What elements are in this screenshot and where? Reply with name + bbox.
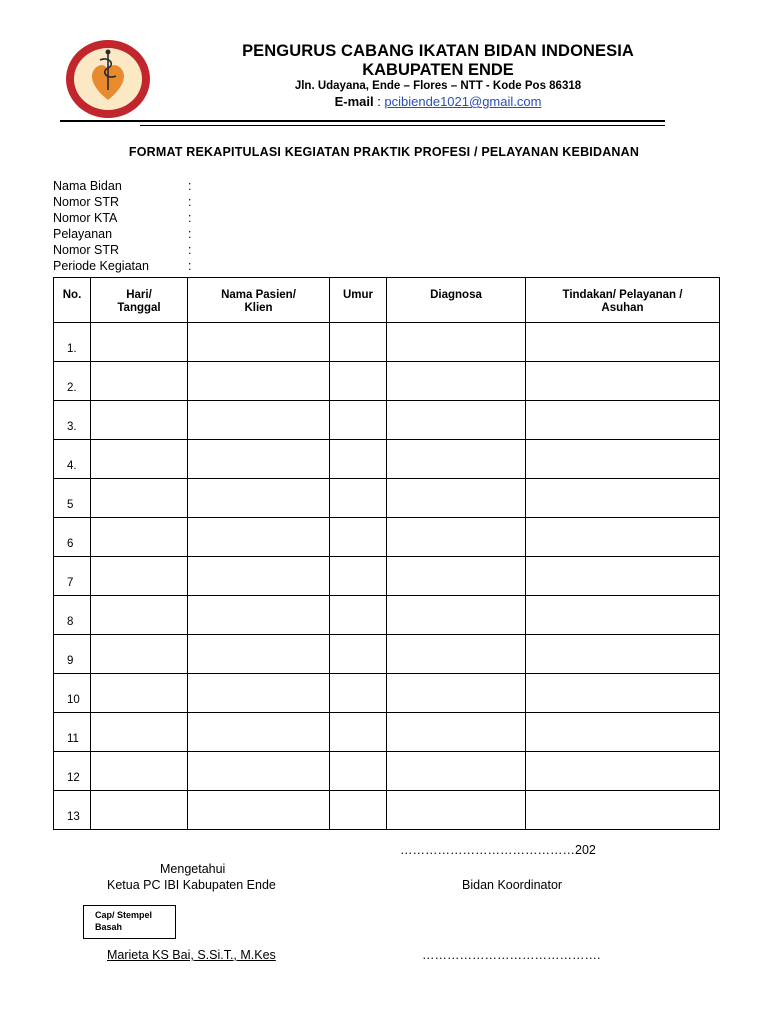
field-nomor-str-2	[53, 243, 191, 259]
stamp-line-1: Cap/ Stempel	[95, 910, 153, 920]
cell-hari-tanggal[interactable]	[91, 440, 188, 479]
header-hari-tanggal: Hari/ Tanggal	[91, 278, 188, 323]
cell-hari-tanggal[interactable]	[91, 401, 188, 440]
organization-email	[168, 94, 708, 109]
table-row	[54, 752, 720, 791]
table-row	[54, 362, 720, 401]
cell-diagnosa[interactable]	[387, 674, 526, 713]
table-row	[54, 518, 720, 557]
organization-region: KABUPATEN ENDE	[362, 61, 514, 79]
row-number: 3.	[54, 401, 91, 440]
cell-tindakan[interactable]	[526, 635, 720, 674]
table-row	[54, 401, 720, 440]
cell-nama-pasien[interactable]	[188, 752, 330, 791]
cell-nama-pasien[interactable]	[188, 401, 330, 440]
field-nomor-kta	[53, 211, 191, 227]
cell-hari-tanggal[interactable]	[91, 713, 188, 752]
cell-diagnosa[interactable]	[387, 518, 526, 557]
field-pelayanan	[53, 227, 191, 243]
organization-address: Jln. Udayana, Ende – Flores – NTT - Kode Pos 86318	[294, 80, 582, 92]
row-number: 1.	[54, 323, 91, 362]
field-label: Nomor KTA	[53, 211, 118, 225]
row-number: 4.	[54, 440, 91, 479]
field-label: Pelayanan	[53, 227, 113, 241]
header-umur: Umur	[330, 278, 387, 323]
cell-tindakan[interactable]	[526, 401, 720, 440]
cell-tindakan[interactable]	[526, 713, 720, 752]
cell-tindakan[interactable]	[526, 362, 720, 401]
table-row	[54, 479, 720, 518]
row-number: 5	[54, 479, 91, 518]
cell-tindakan[interactable]	[526, 323, 720, 362]
cell-tindakan[interactable]	[526, 440, 720, 479]
cell-nama-pasien[interactable]	[188, 596, 330, 635]
field-label: Nomor STR	[53, 195, 119, 209]
field-label: Nama Bidan	[53, 179, 122, 193]
coordinator-title: Bidan Koordinator	[462, 878, 563, 892]
field-separator: :	[188, 259, 192, 273]
field-separator: :	[188, 211, 192, 225]
row-number: 8	[54, 596, 91, 635]
cell-nama-pasien[interactable]	[188, 791, 330, 830]
cell-tindakan[interactable]	[526, 557, 720, 596]
field-label: Nomor STR	[53, 243, 119, 257]
cell-umur[interactable]	[330, 323, 387, 362]
row-number: 12	[54, 752, 91, 791]
header-diagnosa: Diagnosa	[387, 278, 526, 323]
chair-title: Ketua PC IBI Kabupaten Ende	[107, 878, 276, 892]
header-no: No.	[54, 278, 91, 323]
cell-hari-tanggal[interactable]	[91, 362, 188, 401]
letterhead-rule-thick	[60, 120, 665, 122]
signature-date-line: ……………………………………202	[400, 843, 596, 857]
cell-diagnosa[interactable]	[387, 440, 526, 479]
table-header-row	[54, 278, 720, 323]
table-row	[54, 440, 720, 479]
table-row	[54, 557, 720, 596]
cell-umur[interactable]	[330, 713, 387, 752]
cell-diagnosa[interactable]	[387, 401, 526, 440]
cell-diagnosa[interactable]	[387, 752, 526, 791]
cell-hari-tanggal[interactable]	[91, 752, 188, 791]
cell-umur[interactable]	[330, 440, 387, 479]
cell-nama-pasien[interactable]	[188, 362, 330, 401]
cell-umur[interactable]	[330, 479, 387, 518]
cell-diagnosa[interactable]	[387, 362, 526, 401]
field-separator: :	[188, 195, 192, 209]
cell-nama-pasien[interactable]	[188, 713, 330, 752]
cell-umur[interactable]	[330, 362, 387, 401]
table-row	[54, 791, 720, 830]
email-link[interactable]: pcibiende1021@gmail.com	[384, 94, 542, 109]
cell-nama-pasien[interactable]	[188, 479, 330, 518]
cell-nama-pasien[interactable]	[188, 323, 330, 362]
cell-hari-tanggal[interactable]	[91, 557, 188, 596]
chair-name: Marieta KS Bai, S.Si.T., M.Kes	[107, 948, 276, 962]
row-number: 7	[54, 557, 91, 596]
row-number: 2.	[54, 362, 91, 401]
row-number: 10	[54, 674, 91, 713]
known-label: Mengetahui	[160, 862, 226, 876]
cell-nama-pasien[interactable]	[188, 440, 330, 479]
organization-logo	[64, 38, 152, 120]
cell-tindakan[interactable]	[526, 596, 720, 635]
cell-tindakan[interactable]	[526, 791, 720, 830]
cell-hari-tanggal[interactable]	[91, 674, 188, 713]
cell-hari-tanggal[interactable]	[91, 518, 188, 557]
cell-hari-tanggal[interactable]	[91, 596, 188, 635]
cell-umur[interactable]	[330, 752, 387, 791]
field-nomor-str	[53, 195, 191, 211]
cell-diagnosa[interactable]	[387, 557, 526, 596]
cell-nama-pasien[interactable]	[188, 518, 330, 557]
cell-diagnosa[interactable]	[387, 713, 526, 752]
cell-umur[interactable]	[330, 791, 387, 830]
cell-tindakan[interactable]	[526, 752, 720, 791]
letterhead-rule-thin	[140, 125, 665, 126]
row-number: 13	[54, 791, 91, 830]
field-nama-bidan	[53, 179, 191, 195]
field-periode-kegiatan	[53, 259, 191, 275]
cell-tindakan[interactable]	[526, 479, 720, 518]
row-number: 6	[54, 518, 91, 557]
cell-umur[interactable]	[330, 596, 387, 635]
header-tindakan: Tindakan/ Pelayanan / Asuhan	[526, 278, 720, 323]
header-nama-pasien: Nama Pasien/ Klien	[188, 278, 330, 323]
cell-nama-pasien[interactable]	[188, 635, 330, 674]
table-row	[54, 674, 720, 713]
table-row	[54, 596, 720, 635]
cell-diagnosa[interactable]	[387, 479, 526, 518]
cell-umur[interactable]	[330, 401, 387, 440]
field-label: Periode Kegiatan	[53, 259, 149, 273]
cell-hari-tanggal[interactable]	[91, 635, 188, 674]
document-title: FORMAT REKAPITULASI KEGIATAN PRAKTIK PROFESI / PELAYANAN KEBIDANAN	[128, 145, 640, 159]
recap-table	[53, 277, 720, 830]
email-separator: :	[373, 94, 385, 109]
cell-umur[interactable]	[330, 635, 387, 674]
coordinator-name-line: …………………………………….	[422, 948, 601, 962]
cell-hari-tanggal[interactable]	[91, 479, 188, 518]
email-label: E-mail	[334, 94, 374, 109]
organization-name: PENGURUS CABANG IKATAN BIDAN INDONESIA	[242, 42, 634, 60]
cell-diagnosa[interactable]	[387, 791, 526, 830]
cell-hari-tanggal[interactable]	[91, 323, 188, 362]
field-separator: :	[188, 179, 192, 193]
cell-nama-pasien[interactable]	[188, 557, 330, 596]
stamp-box	[83, 905, 176, 939]
row-number: 11	[54, 713, 91, 752]
cell-nama-pasien[interactable]	[188, 674, 330, 713]
cell-tindakan[interactable]	[526, 674, 720, 713]
table-row	[54, 635, 720, 674]
cell-diagnosa[interactable]	[387, 635, 526, 674]
table-row	[54, 713, 720, 752]
cell-umur[interactable]	[330, 518, 387, 557]
cell-tindakan[interactable]	[526, 518, 720, 557]
cell-umur[interactable]	[330, 557, 387, 596]
cell-diagnosa[interactable]	[387, 596, 526, 635]
field-separator: :	[188, 227, 192, 241]
table-row	[54, 323, 720, 362]
cell-diagnosa[interactable]	[387, 323, 526, 362]
field-separator: :	[188, 243, 192, 257]
ibi-logo-emblem	[64, 38, 152, 120]
cell-umur[interactable]	[330, 674, 387, 713]
row-number: 9	[54, 635, 91, 674]
cell-hari-tanggal[interactable]	[91, 791, 188, 830]
stamp-line-2: Basah	[95, 922, 123, 932]
